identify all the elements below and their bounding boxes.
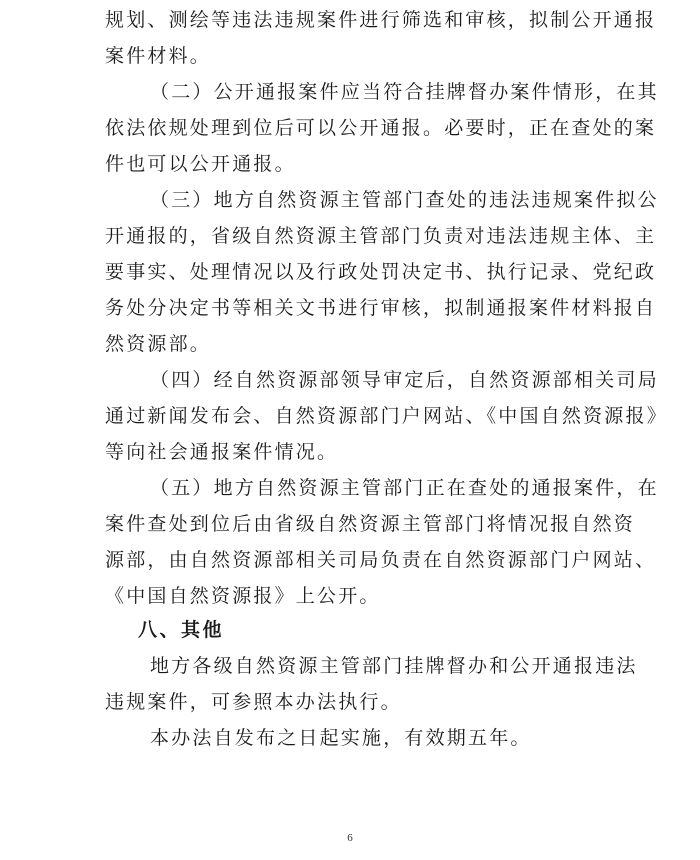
paragraph-line: 开通报的，省级自然资源主管部门负责对违法违规主体、主 [105, 225, 657, 247]
paragraph-line: 要事实、处理情况以及行政处罚决定书、执行记录、党纪政 [105, 261, 657, 283]
section-heading: 八、其他 [138, 619, 225, 641]
paragraph-line: 件也可以公开通报。 [105, 153, 296, 175]
paragraph-line: 地方各级自然资源主管部门挂牌督办和公开通报违法 [150, 655, 638, 677]
paragraph-line: 然资源部。 [105, 333, 212, 355]
paragraph-line: 源部，由自然资源部相关司局负责在自然资源部门户网站、 [105, 549, 657, 571]
paragraph-line: （四）经自然资源部领导审定后，自然资源部相关司局 [150, 369, 659, 391]
paragraph-line: 《中国自然资源报》上公开。 [105, 585, 381, 607]
paragraph-line: 违规案件，可参照本办法执行。 [105, 691, 402, 713]
paragraph-line: 务处分决定书等相关文书进行审核，拟制通报案件材料报自 [105, 297, 657, 319]
paragraph-line: 本办法自发布之日起实施，有效期五年。 [150, 727, 532, 749]
paragraph-line: （三）地方自然资源主管部门查处的违法违规案件拟公 [150, 189, 659, 211]
paragraph-line: 依法依规处理到位后可以公开通报。必要时，正在查处的案 [105, 117, 657, 139]
paragraph-line: 通过新闻发布会、自然资源部门户网站、《中国自然资源报》 [105, 405, 668, 427]
paragraph-line: 案件材料。 [105, 45, 212, 67]
paragraph-line: 案件查处到位后由省级自然资源主管部门将情况报自然资 [105, 513, 636, 535]
paragraph-line: 等向社会通报案件情况。 [105, 441, 339, 463]
paragraph-line: 规划、测绘等违法违规案件进行筛选和审核，拟制公开通报 [105, 9, 657, 31]
page-number: 6 [347, 832, 353, 844]
paragraph-line: （五）地方自然资源主管部门正在查处的通报案件，在 [150, 477, 659, 499]
paragraph-line: （二）公开通报案件应当符合挂牌督办案件情形，在其 [150, 81, 659, 103]
